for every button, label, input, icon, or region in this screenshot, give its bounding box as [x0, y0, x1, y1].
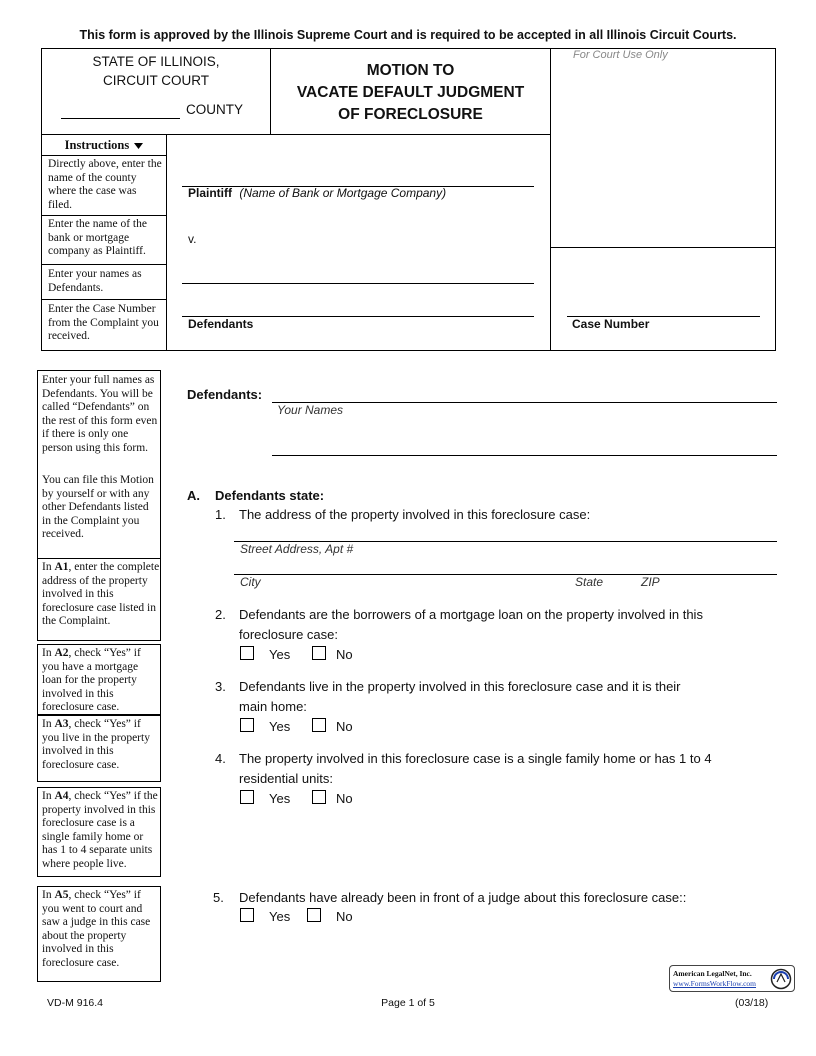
plaintiff-label: Plaintiff (Name of Bank or Mortgage Company) [188, 186, 447, 200]
page-number: Page 1 of 5 [381, 997, 435, 1009]
form-id: VD-M 916.4 [47, 997, 104, 1009]
q5-no-checkbox[interactable] [307, 908, 321, 922]
section-a-letter: A. [187, 488, 200, 503]
sidebar-box-a3: In A3, check “Yes” if you live in the property involved in this foreclosure case. [37, 715, 161, 782]
q4-number: 4. [215, 751, 226, 766]
q1-text: The address of the property involved in this foreclosure case: [239, 507, 591, 522]
q1-number: 1. [215, 507, 226, 522]
q3-number: 3. [215, 679, 226, 694]
q2-number: 2. [215, 607, 226, 622]
defendants-caption-label: Defendants [188, 317, 254, 331]
zip-label: ZIP [641, 575, 660, 589]
triangle-down-icon [134, 143, 143, 149]
revision-date: (03/18) [735, 997, 769, 1009]
case-number-label: Case Number [572, 317, 650, 331]
defendants-names-field-2[interactable] [272, 455, 777, 456]
american-legalnet-logo: American LegalNet, Inc. www.FormsWorkFlow.com [669, 965, 795, 992]
court-use-label: For Court Use Only [573, 49, 668, 61]
q2-yes-label: Yes [269, 647, 291, 662]
q4-no-label: No [336, 791, 353, 806]
state-field-label: State [575, 575, 604, 589]
q3-yes-checkbox[interactable] [240, 718, 254, 732]
instruction-plaintiff: Enter the name of the bank or mortgage company as Plaintiff. [48, 218, 147, 257]
q2-no-checkbox[interactable] [312, 646, 326, 660]
defendants-names-field[interactable] [272, 402, 777, 403]
your-names-label: Your Names [277, 403, 344, 417]
county-label: COUNTY [186, 102, 243, 117]
defendant-field-1[interactable] [182, 283, 534, 284]
sidebar-box-a4: In A4, check “Yes” if the property involved in this foreclosure case is a single family home or has 1 to 4 separate units where people live. [37, 787, 161, 877]
q2-no-label: No [336, 647, 353, 662]
q4-text: The property involved in this foreclosure case is a single family home or has 1 to 4 residential units: [239, 751, 712, 786]
instruction-defendants: Enter your names as Defendants. [48, 268, 142, 294]
county-name-field[interactable] [61, 118, 180, 119]
sidebar-box-a1: In A1, enter the complete address of the property involved in this foreclosure case listed in the Complaint. [37, 558, 161, 641]
state-label: STATE OF ILLINOIS, [92, 54, 220, 69]
sidebar-box-a2: In A2, check “Yes” if you have a mortgage loan for the property involved in this foreclosure case. [37, 644, 161, 715]
q3-yes-label: Yes [269, 719, 291, 734]
court-label: CIRCUIT COURT [102, 73, 209, 88]
city-label: City [240, 575, 261, 589]
globe-icon [770, 968, 792, 990]
q4-yes-checkbox[interactable] [240, 790, 254, 804]
q2-text: Defendants are the borrowers of a mortgage loan on the property involved in this foreclosure case: [239, 607, 703, 642]
q5-text: Defendants have already been in front of a judge about this foreclosure case:: [239, 890, 687, 905]
q5-yes-label: Yes [269, 909, 291, 924]
q4-yes-label: Yes [269, 791, 291, 806]
defendants-label: Defendants: [187, 387, 263, 402]
sidebar-box-a5: In A5, check “Yes” if you went to court and saw a judge in this case about the property involved in this foreclosure case. [37, 886, 161, 982]
q3-no-checkbox[interactable] [312, 718, 326, 732]
q2-yes-checkbox[interactable] [240, 646, 254, 660]
q5-yes-checkbox[interactable] [240, 908, 254, 922]
q5-number: 5. [213, 890, 224, 905]
instruction-county: Directly above, enter the name of the county where the case was filed. [48, 158, 162, 211]
city-state-zip-field[interactable] [234, 574, 777, 575]
instructions-heading: Instructions [42, 138, 166, 153]
q5-no-label: No [336, 909, 353, 924]
section-a-title: Defendants state: [215, 488, 325, 503]
sidebar-box-defendants: Enter your full names as Defendants. You will be called “Defendants” on the rest of this form even if there is only one person using this form. You can file this Motion by yourself or with any other Defendants listed in the Complaint you received. [37, 370, 161, 559]
q3-text: Defendants live in the property involved in this foreclosure case and it is their main home: [239, 679, 681, 714]
street-address-label: Street Address, Apt # [240, 542, 354, 556]
approval-note: This form is approved by the Illinois Supreme Court and is required to be accepted in all Illinois Circuit Courts. [79, 28, 737, 42]
q3-no-label: No [336, 719, 353, 734]
q4-no-checkbox[interactable] [312, 790, 326, 804]
form-title: MOTION TO VACATE DEFAULT JUDGMENT OF FORECLOSURE [296, 62, 525, 123]
instruction-case-number: Enter the Case Number from the Complaint you received. [48, 303, 159, 342]
versus-label: v. [188, 232, 197, 246]
